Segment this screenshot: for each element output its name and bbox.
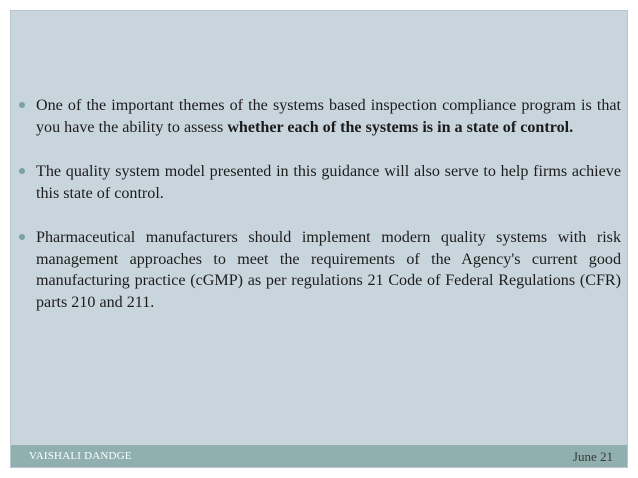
bullet-text: The quality system model presented in this guidance will also serve to help firms achieve this state of control. [36, 163, 621, 202]
bullet-text: One of the important themes of the systems based inspection compliance program is that you have the ability to assess [36, 97, 621, 136]
bullet-item [11, 161, 629, 204]
slide [10, 10, 628, 468]
footer-date: June 21 [572, 449, 613, 464]
bullet-text: Pharmaceutical manufacturers should implement modern quality systems with risk management approaches to meet the requirements of the Agency's current good manufacturing practice (cGMP) as per regulations 21 Code of Federal Regulations (CFR) parts 210 and 211. [36, 229, 621, 311]
bullet-dot-icon [19, 102, 25, 108]
bullet-dot-icon [19, 168, 25, 174]
slide-footer [11, 445, 627, 467]
bullet-item [11, 227, 629, 313]
bullet-text-bold: whether each of the systems is in a state of control. [227, 118, 574, 136]
slide-content [11, 95, 629, 336]
bullet-dot-icon [19, 234, 25, 240]
footer-author: VAISHALI DANDGE [29, 450, 132, 462]
bullet-item [11, 95, 629, 138]
